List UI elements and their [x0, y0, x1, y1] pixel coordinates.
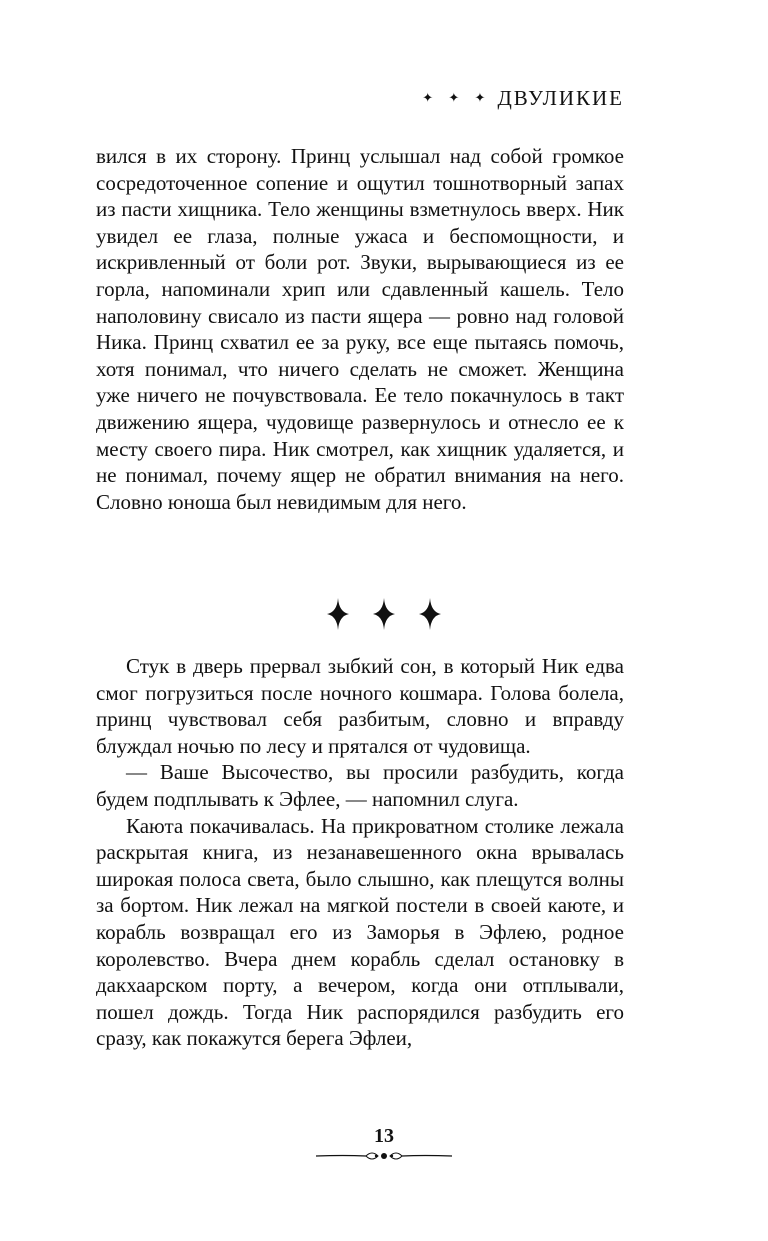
- page-number: 13: [374, 1125, 394, 1147]
- paragraph: Стук в дверь прервал зыбкий сон, в который Ник едва смог погрузиться после ночного кошмара. Голова болела, принц чувствовал себя разбитым, словно и вправду блуждал ночью по лесу и прятался от чудовища.: [96, 654, 624, 758]
- star-ornament-icon: [371, 596, 397, 632]
- paragraph: вился в их сторону. Принц услышал над собой громкое сосредоточенное сопение и ощутил тошнотворный запах из пасти хищника. Тело женщины взметнулось вверх. Ник увидел ее глаза, полные ужаса и беспомощности, и искривленный от боли рот. Звуки, вырывающиеся из ее горла, напоминали хрип или сдавленный кашель. Тело наполовину свисало из пасти ящера — ровно над головой Ника. Принц схватил ее за руку, все еще пытаясь помочь, хотя понимал, что ничего сделать не сможет. Женщина уже ничего не почувствовала. Ее тело покачнулось в такт движению ящера, чудовище развернулось и отнесло ее к месту своего пира. Ник смотрел, как хищник удаляется, и не понимал, почему ящер не обратил внимания на него. Словно юноша был невидимым для него.: [96, 144, 624, 514]
- page-footer: [0, 1125, 768, 1163]
- paragraph: Каюта покачивалась. На прикроватном столике лежала раскрытая книга, из незанавешенного окна врывалась широкая полоса света, было слышно, как плещутся волны за бортом. Ник лежал на мягкой постели в своей каюте, и корабль возвращал его из Заморья в Эфлею, родное королевство. Вчера днем корабль сделал остановку в дакхаарском порту, а вечером, когда они отплывали, пошел дождь. Тогда Ник распорядился разбудить его сразу, как покажутся берега Эфлеи,: [96, 813, 624, 1051]
- star-ornament-icon: [325, 596, 351, 632]
- text-block-bottom: [96, 653, 624, 1052]
- header-ornament-icon: ✦ ✦ ✦: [422, 90, 492, 105]
- text-block-top: [96, 143, 624, 515]
- section-break: [0, 596, 768, 632]
- running-head: [96, 84, 624, 112]
- book-title: ДВУЛИКИЕ: [497, 86, 624, 110]
- star-ornament-icon: [417, 596, 443, 632]
- paragraph: — Ваше Высочество, вы просили разбудить, когда будем подплывать к Эфлее, — напомнил слуга.: [96, 760, 624, 811]
- flourish-ornament-icon: [314, 1149, 454, 1163]
